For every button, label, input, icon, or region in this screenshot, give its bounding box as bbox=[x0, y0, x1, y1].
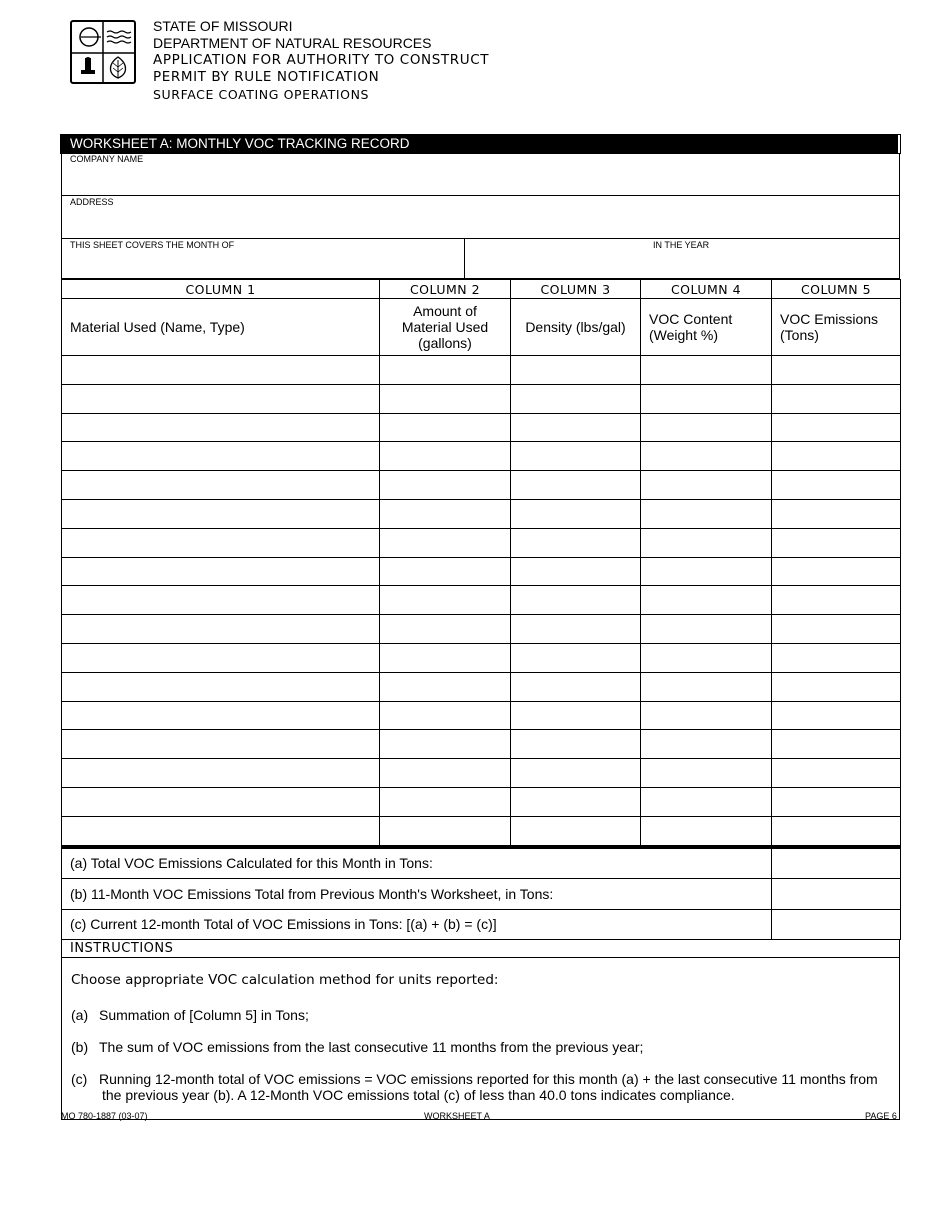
column-3-cell[interactable] bbox=[511, 586, 641, 615]
year-label: IN THE YEAR bbox=[653, 240, 710, 250]
table-row bbox=[62, 442, 901, 471]
voc-tracking-table bbox=[61, 279, 901, 846]
column-4-cell[interactable] bbox=[641, 730, 772, 759]
column-5-cell[interactable] bbox=[772, 816, 901, 845]
total-row-a bbox=[62, 847, 901, 879]
table-row bbox=[62, 413, 901, 442]
department-name: DEPARTMENT OF NATURAL RESOURCES bbox=[153, 35, 432, 51]
total-b-label: (b) 11-Month VOC Emissions Total from Previous Month's Worksheet, in Tons: bbox=[62, 879, 772, 910]
instruction-a bbox=[71, 1007, 891, 1023]
amount-label-line: Material Used bbox=[401, 319, 489, 335]
total-row-b bbox=[62, 879, 901, 910]
column-1-cell[interactable] bbox=[62, 528, 380, 557]
column-4-cell[interactable] bbox=[641, 643, 772, 672]
column-4-cell[interactable] bbox=[641, 356, 772, 385]
amount-label-line: (gallons) bbox=[418, 335, 472, 351]
column-3-cell[interactable] bbox=[511, 356, 641, 385]
column-1-cell[interactable] bbox=[62, 701, 380, 730]
table-row bbox=[62, 356, 901, 385]
column-2-cell[interactable] bbox=[380, 643, 511, 672]
column-4-cell[interactable] bbox=[641, 528, 772, 557]
voc-content-label bbox=[641, 299, 772, 356]
column-4-cell[interactable] bbox=[641, 557, 772, 586]
total-row-c bbox=[62, 909, 901, 940]
column-3-cell[interactable] bbox=[511, 442, 641, 471]
total-b-input[interactable] bbox=[772, 879, 901, 910]
column-5-cell[interactable] bbox=[772, 730, 901, 759]
column-2-cell[interactable] bbox=[380, 615, 511, 644]
column-2-cell[interactable] bbox=[380, 557, 511, 586]
worksheet-title: WORKSHEET A: MONTHLY VOC TRACKING RECORD bbox=[61, 135, 900, 153]
column-1-cell[interactable] bbox=[62, 816, 380, 845]
footer-worksheet-label: WORKSHEET A bbox=[424, 1111, 490, 1121]
material-used-label: Material Used (Name, Type) bbox=[62, 299, 380, 356]
column-5-cell[interactable] bbox=[772, 442, 901, 471]
column-3-cell[interactable] bbox=[511, 615, 641, 644]
voc-content-label-line: (Weight %) bbox=[649, 327, 718, 343]
instruction-b-text: The sum of VOC emissions from the last consecutive 11 months from the previous year; bbox=[99, 1039, 644, 1056]
column-1-cell[interactable] bbox=[62, 557, 380, 586]
column-2-cell[interactable] bbox=[380, 730, 511, 759]
table-row bbox=[62, 672, 901, 701]
data-rows bbox=[62, 356, 901, 846]
totals-table bbox=[61, 846, 901, 941]
column-3-cell[interactable] bbox=[511, 701, 641, 730]
column-2-cell[interactable] bbox=[380, 471, 511, 500]
total-a-input[interactable] bbox=[772, 847, 901, 879]
voc-emissions-label-line: (Tons) bbox=[780, 327, 819, 343]
density-label: Density (lbs/gal) bbox=[511, 299, 641, 356]
column-5-cell[interactable] bbox=[772, 384, 901, 413]
column-1-cell[interactable] bbox=[62, 643, 380, 672]
column-1-cell[interactable] bbox=[62, 499, 380, 528]
instruction-a-text: Summation of [Column 5] in Tons; bbox=[99, 1007, 309, 1024]
dnr-logo-icon bbox=[72, 22, 134, 82]
column-4-cell[interactable] bbox=[641, 672, 772, 701]
column-3-cell[interactable] bbox=[511, 672, 641, 701]
instructions-body bbox=[61, 958, 900, 1120]
column-5-cell[interactable] bbox=[772, 413, 901, 442]
column-5-cell[interactable] bbox=[772, 615, 901, 644]
state-name: STATE OF MISSOURI bbox=[153, 18, 293, 34]
table-row bbox=[62, 384, 901, 413]
column-3-cell[interactable] bbox=[511, 787, 641, 816]
column-header-row bbox=[62, 280, 901, 299]
amount-label-line: Amount of bbox=[413, 303, 477, 319]
table-row bbox=[62, 787, 901, 816]
column-2-cell[interactable] bbox=[380, 816, 511, 845]
table-row bbox=[62, 471, 901, 500]
column-3-cell[interactable] bbox=[511, 557, 641, 586]
column-3-cell[interactable] bbox=[511, 816, 641, 845]
address-label: ADDRESS bbox=[70, 197, 114, 207]
column-3-cell[interactable] bbox=[511, 528, 641, 557]
column-2-cell[interactable] bbox=[380, 528, 511, 557]
column-2-cell[interactable] bbox=[380, 442, 511, 471]
company-name-field[interactable] bbox=[61, 153, 900, 196]
column-4-header: COLUMN 4 bbox=[641, 280, 772, 299]
voc-emissions-label bbox=[772, 299, 901, 356]
period-row bbox=[61, 239, 900, 279]
column-3-header: COLUMN 3 bbox=[511, 280, 641, 299]
column-2-cell[interactable] bbox=[380, 384, 511, 413]
month-label: THIS SHEET COVERS THE MONTH OF bbox=[70, 240, 235, 250]
column-3-cell[interactable] bbox=[511, 730, 641, 759]
instruction-a-tag: (a) bbox=[71, 1007, 89, 1024]
instruction-c-line2: the previous year (b). A 12-Month VOC emissions total (c) of less than 40.0 tons indicates compliance. bbox=[102, 1087, 735, 1104]
column-2-cell[interactable] bbox=[380, 672, 511, 701]
table-row bbox=[62, 701, 901, 730]
column-3-cell[interactable] bbox=[511, 413, 641, 442]
column-1-cell[interactable] bbox=[62, 730, 380, 759]
form-header bbox=[153, 18, 489, 103]
column-2-cell[interactable] bbox=[380, 413, 511, 442]
column-5-cell[interactable] bbox=[772, 787, 901, 816]
table-row bbox=[62, 816, 901, 845]
column-4-cell[interactable] bbox=[641, 442, 772, 471]
column-4-cell[interactable] bbox=[641, 615, 772, 644]
instructions-intro: Choose appropriate VOC calculation method for units reported: bbox=[71, 972, 499, 989]
column-description-row bbox=[62, 299, 901, 356]
operation-type: SURFACE COATING OPERATIONS bbox=[153, 87, 370, 102]
table-row bbox=[62, 643, 901, 672]
column-1-cell[interactable] bbox=[62, 384, 380, 413]
column-3-cell[interactable] bbox=[511, 759, 641, 788]
table-row bbox=[62, 557, 901, 586]
instruction-c-line1: Running 12-month total of VOC emissions = VOC emissions reported for this month (a) + the last consecutive 11 months from bbox=[99, 1071, 878, 1088]
column-3-cell[interactable] bbox=[511, 384, 641, 413]
column-1-cell[interactable] bbox=[62, 759, 380, 788]
amount-label bbox=[380, 299, 511, 356]
year-field[interactable] bbox=[465, 239, 899, 278]
column-5-cell[interactable] bbox=[772, 701, 901, 730]
column-4-cell[interactable] bbox=[641, 787, 772, 816]
column-2-header: COLUMN 2 bbox=[380, 280, 511, 299]
column-5-cell[interactable] bbox=[772, 471, 901, 500]
column-1-cell[interactable] bbox=[62, 586, 380, 615]
column-5-cell[interactable] bbox=[772, 672, 901, 701]
column-5-cell[interactable] bbox=[772, 356, 901, 385]
voc-content-label-line: VOC Content bbox=[649, 311, 733, 327]
column-1-cell[interactable] bbox=[62, 615, 380, 644]
table-row bbox=[62, 615, 901, 644]
column-5-cell[interactable] bbox=[772, 499, 901, 528]
column-1-cell[interactable] bbox=[62, 787, 380, 816]
total-c-input[interactable] bbox=[772, 909, 901, 940]
column-5-cell[interactable] bbox=[772, 586, 901, 615]
column-2-cell[interactable] bbox=[380, 356, 511, 385]
column-5-cell[interactable] bbox=[772, 643, 901, 672]
column-2-cell[interactable] bbox=[380, 701, 511, 730]
column-4-cell[interactable] bbox=[641, 586, 772, 615]
application-title: APPLICATION FOR AUTHORITY TO CONSTRUCT bbox=[153, 52, 490, 68]
column-2-cell[interactable] bbox=[380, 586, 511, 615]
table-row bbox=[62, 759, 901, 788]
table-row bbox=[62, 528, 901, 557]
instruction-c bbox=[71, 1071, 891, 1103]
instruction-b-tag: (b) bbox=[71, 1039, 89, 1056]
company-name-label: COMPANY NAME bbox=[70, 154, 144, 164]
column-3-cell[interactable] bbox=[511, 643, 641, 672]
table-row bbox=[62, 730, 901, 759]
permit-title: PERMIT BY RULE NOTIFICATION bbox=[153, 69, 380, 85]
column-5-cell[interactable] bbox=[772, 528, 901, 557]
column-1-header: COLUMN 1 bbox=[62, 280, 380, 299]
column-2-cell[interactable] bbox=[380, 759, 511, 788]
column-5-cell[interactable] bbox=[772, 557, 901, 586]
voc-emissions-label-line: VOC Emissions bbox=[780, 311, 879, 327]
column-4-cell[interactable] bbox=[641, 701, 772, 730]
column-1-cell[interactable] bbox=[62, 442, 380, 471]
column-1-cell[interactable] bbox=[62, 356, 380, 385]
column-5-cell[interactable] bbox=[772, 759, 901, 788]
instruction-b bbox=[71, 1039, 891, 1055]
column-4-cell[interactable] bbox=[641, 471, 772, 500]
table-row bbox=[62, 586, 901, 615]
column-4-cell[interactable] bbox=[641, 759, 772, 788]
instructions-title: INSTRUCTIONS bbox=[61, 940, 900, 958]
page-number: PAGE 6 bbox=[865, 1111, 897, 1121]
column-3-cell[interactable] bbox=[511, 499, 641, 528]
worksheet-form bbox=[61, 135, 900, 1120]
column-5-header: COLUMN 5 bbox=[772, 280, 901, 299]
column-2-cell[interactable] bbox=[380, 499, 511, 528]
instruction-c-tag: (c) bbox=[71, 1071, 88, 1088]
column-4-cell[interactable] bbox=[641, 499, 772, 528]
column-2-cell[interactable] bbox=[380, 787, 511, 816]
column-1-cell[interactable] bbox=[62, 471, 380, 500]
address-field[interactable] bbox=[61, 196, 900, 239]
table-row bbox=[62, 499, 901, 528]
total-a-label: (a) Total VOC Emissions Calculated for this Month in Tons: bbox=[62, 847, 772, 879]
column-1-cell[interactable] bbox=[62, 413, 380, 442]
column-1-cell[interactable] bbox=[62, 672, 380, 701]
total-c-label: (c) Current 12-month Total of VOC Emissions in Tons: [(a) + (b) = (c)] bbox=[62, 909, 772, 940]
dnr-logo bbox=[70, 20, 136, 84]
form-number: MO 780-1887 (03-07) bbox=[61, 1111, 148, 1121]
column-4-cell[interactable] bbox=[641, 816, 772, 845]
column-4-cell[interactable] bbox=[641, 413, 772, 442]
column-4-cell[interactable] bbox=[641, 384, 772, 413]
month-field[interactable] bbox=[62, 239, 465, 278]
column-3-cell[interactable] bbox=[511, 471, 641, 500]
